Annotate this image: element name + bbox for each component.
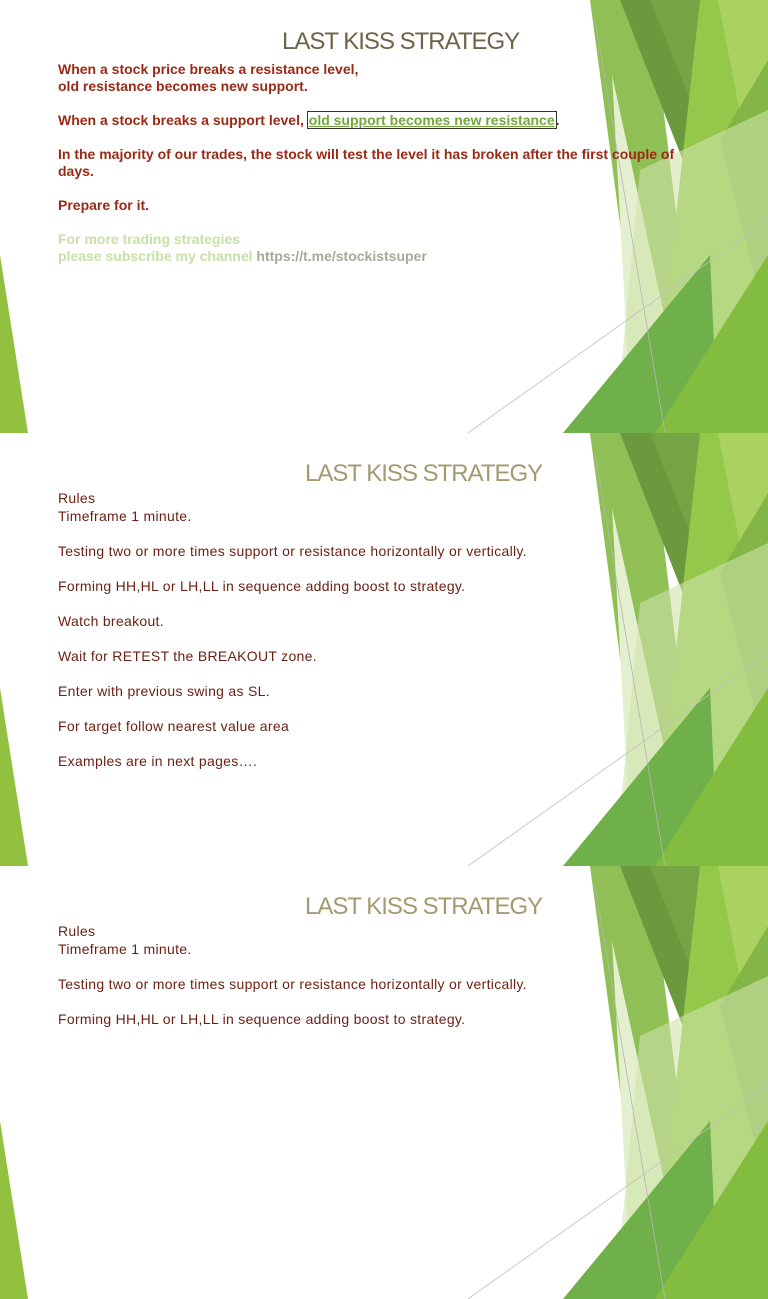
promo-line-1: For more trading strategies: [58, 231, 241, 247]
slide-title: LAST KISS STRATEGY: [282, 28, 520, 55]
rule-item: Forming HH,HL or LH,LL in sequence adding boost to strategy.: [58, 577, 466, 594]
paragraph-majority: In the majority of our trades, the stock will test the level it has broken after the first couple of days.: [58, 146, 675, 179]
rule-item: For target follow nearest value area: [58, 717, 290, 734]
highlighted-link[interactable]: old support becomes new resistance: [308, 112, 555, 128]
slide-1: [0, 0, 768, 433]
rule-item: Watch breakout.: [58, 612, 164, 629]
paragraph-prepare: Prepare for it.: [58, 197, 150, 213]
paragraph-support: [58, 112, 708, 129]
promo-line-2: please subscribe my channel: [58, 248, 257, 264]
slide-title: LAST KISS STRATEGY: [305, 460, 543, 487]
rules-list: [58, 490, 708, 788]
slide-2: [0, 433, 768, 866]
rule-item: Timeframe 1 minute.: [58, 940, 192, 957]
slide-body: [58, 61, 708, 265]
line-2: old resistance becomes new support.: [58, 78, 308, 94]
rule-item: Timeframe 1 minute.: [58, 507, 192, 524]
rules-list: [58, 923, 708, 1046]
period: .: [555, 112, 560, 128]
slide-3: [0, 866, 768, 1299]
rule-item: Enter with previous swing as SL.: [58, 682, 270, 699]
rule-item: Testing two or more times support or resistance horizontally or vertically.: [58, 542, 527, 559]
promo-text: [58, 231, 708, 265]
rules-heading: Rules: [58, 490, 96, 506]
paragraph-resistance: [58, 61, 708, 95]
slide-title: LAST KISS STRATEGY: [305, 893, 543, 920]
rule-item: Wait for RETEST the BREAKOUT zone.: [58, 647, 317, 664]
rule-item: Testing two or more times support or resistance horizontally or vertically.: [58, 975, 527, 992]
rule-item: Examples are in next pages….: [58, 752, 258, 769]
rule-item: Forming HH,HL or LH,LL in sequence adding boost to strategy.: [58, 1010, 466, 1027]
channel-link[interactable]: https://t.me/stockistsuper: [256, 248, 427, 264]
support-text: When a stock breaks a support level,: [58, 112, 308, 128]
line-1: When a stock price breaks a resistance level,: [58, 61, 359, 77]
rules-heading: Rules: [58, 923, 96, 939]
